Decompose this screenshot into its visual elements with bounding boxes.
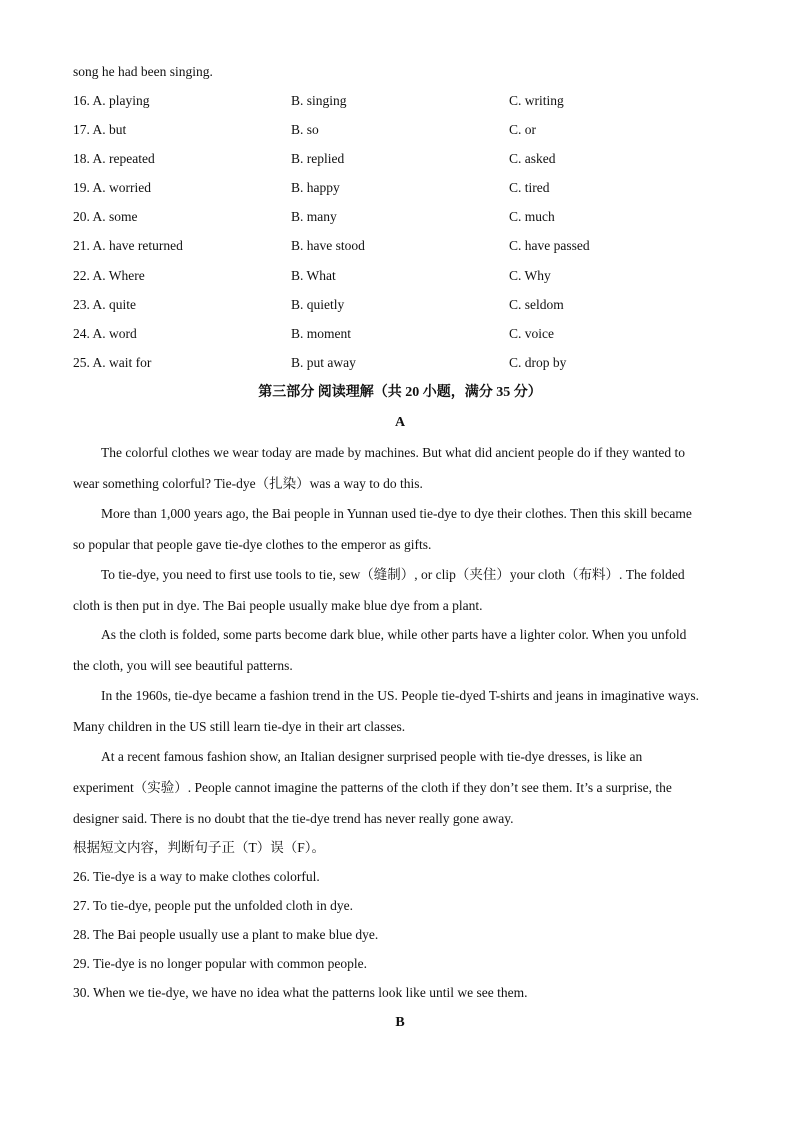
- option-row-22: [73, 267, 733, 285]
- option-row-17: [73, 121, 733, 139]
- option-b: B. put away: [291, 355, 356, 370]
- paragraph-line: To tie-dye, you need to first use tools to tie, sew（缝制）, or clip（夹住）your cloth（布料）. The folded: [101, 567, 685, 582]
- option-row-19: [73, 179, 733, 197]
- paragraph-line: At a recent famous fashion show, an Italian designer surprised people with tie-dye dresses, is like an: [101, 749, 643, 764]
- question-28: 28. The Bai people usually use a plant to make blue dye.: [73, 927, 379, 942]
- option-b: B. quietly: [291, 297, 345, 312]
- paragraph-line: experiment（实验）. People cannot imagine the patterns of the cloth if they don’t see them. It’s a surprise, the: [73, 780, 672, 795]
- option-c: C. much: [509, 209, 555, 224]
- passage-b-heading: B: [395, 1015, 405, 1030]
- option-a: 20. A. some: [73, 209, 138, 224]
- option-c: C. writing: [509, 93, 564, 108]
- option-b: B. singing: [291, 93, 347, 108]
- option-row-20: [73, 208, 733, 226]
- option-c: C. drop by: [509, 355, 567, 370]
- paragraph-5: [73, 680, 729, 742]
- paragraph-line: In the 1960s, tie-dye became a fashion trend in the US. People tie-dyed T-shirts and jeans in imaginative ways.: [101, 688, 699, 703]
- option-b: B. replied: [291, 151, 345, 166]
- question-26: 26. Tie-dye is a way to make clothes colorful.: [73, 869, 320, 884]
- option-row-21: [73, 237, 733, 255]
- option-b: B. many: [291, 209, 337, 224]
- option-a: 16. A. playing: [73, 93, 150, 108]
- option-c: C. voice: [509, 326, 554, 341]
- paragraph-line: More than 1,000 years ago, the Bai people in Yunnan used tie-dye to dye their clothes. Then this skill became: [101, 506, 692, 521]
- option-a: 23. A. quite: [73, 297, 136, 312]
- paragraph-line: As the cloth is folded, some parts become dark blue, while other parts have a lighter color. When you unfold: [101, 627, 687, 642]
- option-row-24: [73, 325, 733, 343]
- option-c: C. or: [509, 122, 536, 137]
- option-a: 22. A. Where: [73, 268, 145, 283]
- paragraph-4: [73, 619, 729, 681]
- option-b: B. moment: [291, 326, 351, 341]
- option-row-18: [73, 150, 733, 168]
- option-b: B. What: [291, 268, 336, 283]
- paragraph-6: [73, 741, 729, 834]
- paragraph-2: [73, 498, 729, 560]
- paragraph-1: [73, 437, 729, 499]
- option-a: 19. A. worried: [73, 180, 151, 195]
- option-c: C. Why: [509, 268, 551, 283]
- option-c: C. asked: [509, 151, 556, 166]
- paragraph-3: [73, 559, 729, 621]
- option-c: C. have passed: [509, 238, 590, 253]
- option-a: 25. A. wait for: [73, 355, 152, 370]
- question-29: 29. Tie-dye is no longer popular with common people.: [73, 956, 367, 971]
- option-c: C. tired: [509, 180, 550, 195]
- question-27: 27. To tie-dye, people put the unfolded cloth in dye.: [73, 898, 353, 913]
- continued-text-line: song he had been singing.: [73, 64, 213, 79]
- paragraph-line: designer said. There is no doubt that the tie-dye trend has never really gone away.: [73, 811, 514, 826]
- paragraph-line: The colorful clothes we wear today are made by machines. But what did ancient people do if they wanted to: [101, 445, 686, 460]
- option-a: 17. A. but: [73, 122, 127, 137]
- option-b: B. happy: [291, 180, 340, 195]
- option-a: 18. A. repeated: [73, 151, 155, 166]
- paragraph-line: cloth is then put in dye. The Bai people usually make blue dye from a plant.: [73, 598, 483, 613]
- paragraph-line: the cloth, you will see beautiful patterns.: [73, 658, 293, 673]
- option-c: C. seldom: [509, 297, 564, 312]
- option-b: B. have stood: [291, 238, 365, 253]
- option-b: B. so: [291, 122, 319, 137]
- paragraph-line: so popular that people gave tie-dye clothes to the emperor as gifts.: [73, 537, 432, 552]
- passage-a-heading: A: [394, 415, 406, 430]
- option-a: 21. A. have returned: [73, 238, 183, 253]
- paragraph-line: Many children in the US still learn tie-dye in their art classes.: [73, 719, 406, 734]
- option-a: 24. A. word: [73, 326, 137, 341]
- question-30: 30. When we tie-dye, we have no idea what the patterns look like until we see them.: [73, 985, 528, 1000]
- section-heading: 第三部分 阅读理解（共 20 小题，满分 35 分）: [258, 385, 542, 400]
- instruction-text: 根据短文内容，判断句子正（T）误（F）。: [73, 840, 326, 855]
- option-row-23: [73, 296, 733, 314]
- option-row-25: [73, 354, 733, 372]
- paragraph-line: wear something colorful? Tie-dye（扎染）was a way to do this.: [73, 476, 423, 491]
- option-row-16: [73, 92, 733, 110]
